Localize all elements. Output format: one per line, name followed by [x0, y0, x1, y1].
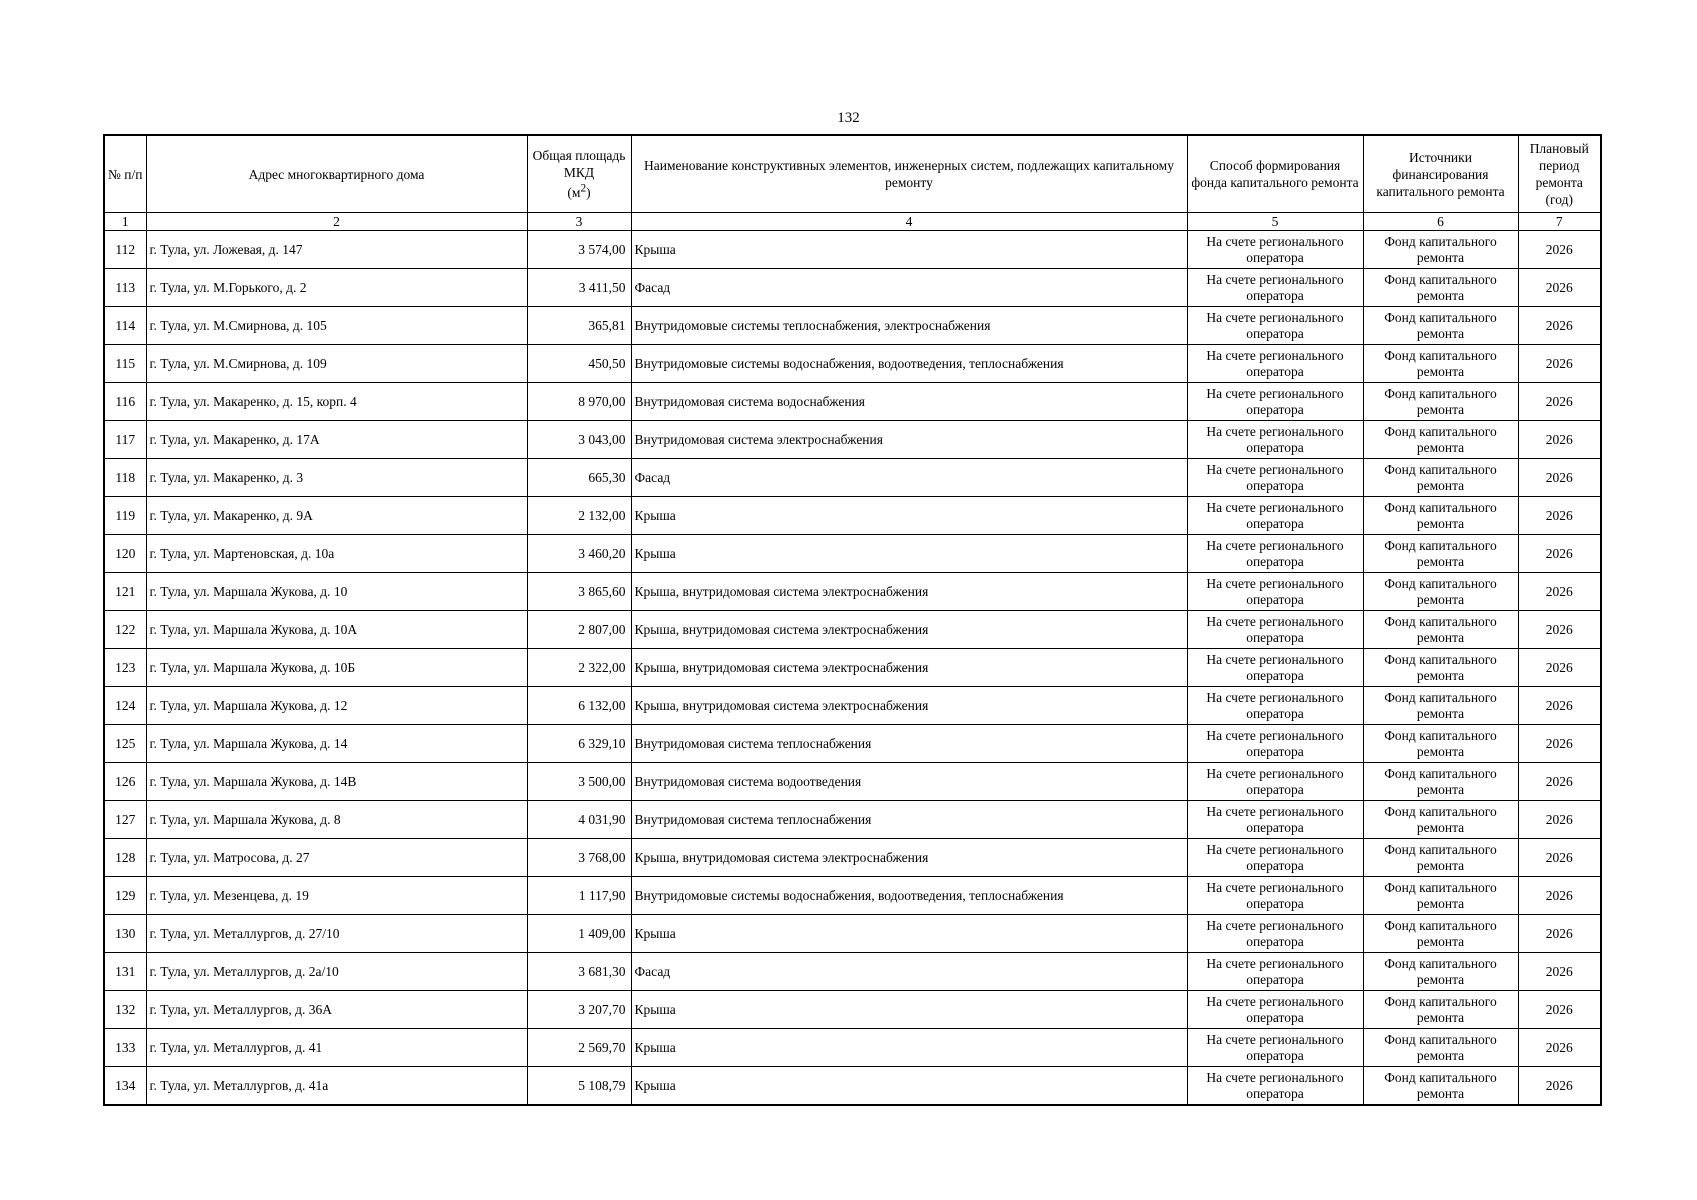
column-number: 2 — [146, 213, 527, 231]
row-address: г. Тула, ул. Мезенцева, д. 19 — [146, 877, 527, 915]
row-funding-source: Фонд капитального ремонта — [1363, 383, 1518, 421]
row-area: 6 132,00 — [527, 687, 631, 725]
row-fund-method: На счете регионального оператора — [1187, 497, 1363, 535]
row-area: 3 460,20 — [527, 535, 631, 573]
row-funding-source: Фонд капитального ремонта — [1363, 573, 1518, 611]
row-fund-method: На счете регионального оператора — [1187, 991, 1363, 1029]
row-number: 126 — [104, 763, 146, 801]
row-funding-source: Фонд капитального ремонта — [1363, 611, 1518, 649]
row-planned-year: 2026 — [1518, 649, 1601, 687]
table-row — [104, 649, 1601, 687]
row-address: г. Тула, ул. Макаренко, д. 15, корп. 4 — [146, 383, 527, 421]
table-row — [104, 687, 1601, 725]
table-row — [104, 497, 1601, 535]
row-planned-year: 2026 — [1518, 345, 1601, 383]
header-planned-year: Плановый период ремонта (год) — [1518, 135, 1601, 213]
row-number: 119 — [104, 497, 146, 535]
table-row — [104, 383, 1601, 421]
column-number: 3 — [527, 213, 631, 231]
row-fund-method: На счете регионального оператора — [1187, 1067, 1363, 1106]
column-number: 4 — [631, 213, 1187, 231]
row-area: 3 411,50 — [527, 269, 631, 307]
row-address: г. Тула, ул. М.Горького, д. 2 — [146, 269, 527, 307]
row-funding-source: Фонд капитального ремонта — [1363, 1029, 1518, 1067]
row-funding-source: Фонд капитального ремонта — [1363, 497, 1518, 535]
row-elements: Крыша — [631, 1067, 1187, 1106]
row-fund-method: На счете регионального оператора — [1187, 801, 1363, 839]
table-row — [104, 573, 1601, 611]
row-address: г. Тула, ул. Металлургов, д. 27/10 — [146, 915, 527, 953]
row-funding-source: Фонд капитального ремонта — [1363, 991, 1518, 1029]
header-address: Адрес многоквартирного дома — [146, 135, 527, 213]
row-elements: Фасад — [631, 459, 1187, 497]
row-planned-year: 2026 — [1518, 611, 1601, 649]
row-planned-year: 2026 — [1518, 307, 1601, 345]
row-elements: Фасад — [631, 269, 1187, 307]
row-address: г. Тула, ул. Маршала Жукова, д. 14В — [146, 763, 527, 801]
table-row — [104, 725, 1601, 763]
row-area: 1 409,00 — [527, 915, 631, 953]
row-address: г. Тула, ул. Маршала Жукова, д. 8 — [146, 801, 527, 839]
row-fund-method: На счете регионального оператора — [1187, 763, 1363, 801]
row-number: 115 — [104, 345, 146, 383]
row-number: 113 — [104, 269, 146, 307]
row-planned-year: 2026 — [1518, 839, 1601, 877]
row-number: 114 — [104, 307, 146, 345]
row-funding-source: Фонд капитального ремонта — [1363, 839, 1518, 877]
row-address: г. Тула, ул. Матросова, д. 27 — [146, 839, 527, 877]
row-area: 1 117,90 — [527, 877, 631, 915]
row-area: 365,81 — [527, 307, 631, 345]
row-area: 665,30 — [527, 459, 631, 497]
table-row — [104, 877, 1601, 915]
row-elements: Крыша — [631, 991, 1187, 1029]
row-elements: Крыша — [631, 915, 1187, 953]
row-number: 129 — [104, 877, 146, 915]
row-planned-year: 2026 — [1518, 497, 1601, 535]
row-area: 450,50 — [527, 345, 631, 383]
row-elements: Крыша — [631, 535, 1187, 573]
row-fund-method: На счете регионального оператора — [1187, 459, 1363, 497]
row-funding-source: Фонд капитального ремонта — [1363, 763, 1518, 801]
table-row — [104, 1029, 1601, 1067]
row-planned-year: 2026 — [1518, 573, 1601, 611]
row-number: 125 — [104, 725, 146, 763]
row-fund-method: На счете регионального оператора — [1187, 383, 1363, 421]
row-number: 134 — [104, 1067, 146, 1106]
row-planned-year: 2026 — [1518, 421, 1601, 459]
header-number: № п/п — [104, 135, 146, 213]
row-funding-source: Фонд капитального ремонта — [1363, 953, 1518, 991]
row-number: 117 — [104, 421, 146, 459]
row-fund-method: На счете регионального оператора — [1187, 421, 1363, 459]
row-area: 2 807,00 — [527, 611, 631, 649]
table-row — [104, 611, 1601, 649]
row-area: 5 108,79 — [527, 1067, 631, 1106]
header-elements: Наименование конструктивных элементов, инженерных систем, подлежащих капитальному ремонту — [631, 135, 1187, 213]
row-fund-method: На счете регионального оператора — [1187, 535, 1363, 573]
row-address: г. Тула, ул. Маршала Жукова, д. 10А — [146, 611, 527, 649]
table-row — [104, 535, 1601, 573]
row-address: г. Тула, ул. Макаренко, д. 9А — [146, 497, 527, 535]
row-address: г. Тула, ул. Маршала Жукова, д. 10Б — [146, 649, 527, 687]
table-row — [104, 307, 1601, 345]
row-elements: Внутридомовая система водоотведения — [631, 763, 1187, 801]
page-number: 132 — [837, 110, 860, 126]
column-number-row — [104, 213, 1601, 231]
row-number: 133 — [104, 1029, 146, 1067]
row-funding-source: Фонд капитального ремонта — [1363, 421, 1518, 459]
table-row — [104, 459, 1601, 497]
row-funding-source: Фонд капитального ремонта — [1363, 345, 1518, 383]
row-planned-year: 2026 — [1518, 535, 1601, 573]
row-funding-source: Фонд капитального ремонта — [1363, 877, 1518, 915]
row-number: 131 — [104, 953, 146, 991]
row-address: г. Тула, ул. Мартеновская, д. 10а — [146, 535, 527, 573]
row-number: 120 — [104, 535, 146, 573]
row-fund-method: На счете регионального оператора — [1187, 687, 1363, 725]
table-row — [104, 953, 1601, 991]
row-planned-year: 2026 — [1518, 1029, 1601, 1067]
row-funding-source: Фонд капитального ремонта — [1363, 535, 1518, 573]
row-elements: Крыша, внутридомовая система электроснабжения — [631, 573, 1187, 611]
row-funding-source: Фонд капитального ремонта — [1363, 649, 1518, 687]
row-address: г. Тула, ул. Металлургов, д. 41а — [146, 1067, 527, 1106]
header-funding-source: Источники финансирования капитального ремонта — [1363, 135, 1518, 213]
row-funding-source: Фонд капитального ремонта — [1363, 307, 1518, 345]
row-number: 116 — [104, 383, 146, 421]
row-address: г. Тула, ул. М.Смирнова, д. 105 — [146, 307, 527, 345]
row-funding-source: Фонд капитального ремонта — [1363, 231, 1518, 269]
row-elements: Внутридомовые системы водоснабжения, водоотведения, теплоснабжения — [631, 345, 1187, 383]
row-fund-method: На счете регионального оператора — [1187, 345, 1363, 383]
row-planned-year: 2026 — [1518, 687, 1601, 725]
row-area: 2 569,70 — [527, 1029, 631, 1067]
header-area-unit: $(м^2)$ — [567, 182, 591, 201]
row-fund-method: На счете регионального оператора — [1187, 269, 1363, 307]
table-row — [104, 269, 1601, 307]
row-fund-method: На счете регионального оператора — [1187, 725, 1363, 763]
table-row — [104, 839, 1601, 877]
row-area: 2 132,00 — [527, 497, 631, 535]
row-fund-method: На счете регионального оператора — [1187, 611, 1363, 649]
row-number: 124 — [104, 687, 146, 725]
row-elements: Внутридомовая система водоснабжения — [631, 383, 1187, 421]
row-elements: Внутридомовые системы водоснабжения, водоотведения, теплоснабжения — [631, 877, 1187, 915]
table-row — [104, 915, 1601, 953]
row-fund-method: На счете регионального оператора — [1187, 953, 1363, 991]
row-address: г. Тула, ул. Маршала Жукова, д. 12 — [146, 687, 527, 725]
row-number: 123 — [104, 649, 146, 687]
row-elements: Фасад — [631, 953, 1187, 991]
row-address: г. Тула, ул. Металлургов, д. 41 — [146, 1029, 527, 1067]
column-number: 7 — [1518, 213, 1601, 231]
row-area: 8 970,00 — [527, 383, 631, 421]
table-row — [104, 763, 1601, 801]
table-row — [104, 421, 1601, 459]
row-elements: Крыша — [631, 497, 1187, 535]
row-number: 128 — [104, 839, 146, 877]
row-address: г. Тула, ул. Металлургов, д. 2а/10 — [146, 953, 527, 991]
row-elements: Внутридомовая система теплоснабжения — [631, 725, 1187, 763]
row-address: г. Тула, ул. Ложевая, д. 147 — [146, 231, 527, 269]
table-row — [104, 345, 1601, 383]
row-fund-method: На счете регионального оператора — [1187, 649, 1363, 687]
row-planned-year: 2026 — [1518, 915, 1601, 953]
row-planned-year: 2026 — [1518, 877, 1601, 915]
column-number: 6 — [1363, 213, 1518, 231]
row-address: г. Тула, ул. Макаренко, д. 17А — [146, 421, 527, 459]
row-address: г. Тула, ул. М.Смирнова, д. 109 — [146, 345, 527, 383]
table-row — [104, 1067, 1601, 1106]
row-fund-method: На счете регионального оператора — [1187, 839, 1363, 877]
row-number: 127 — [104, 801, 146, 839]
row-planned-year: 2026 — [1518, 383, 1601, 421]
row-number: 121 — [104, 573, 146, 611]
row-planned-year: 2026 — [1518, 801, 1601, 839]
row-fund-method: На счете регионального оператора — [1187, 915, 1363, 953]
row-elements: Крыша — [631, 1029, 1187, 1067]
repair-plan-table — [103, 134, 1602, 1106]
table-row — [104, 231, 1601, 269]
row-area: 6 329,10 — [527, 725, 631, 763]
row-number: 118 — [104, 459, 146, 497]
row-funding-source: Фонд капитального ремонта — [1363, 1067, 1518, 1106]
row-area: 3 865,60 — [527, 573, 631, 611]
row-elements: Внутридомовая система электроснабжения — [631, 421, 1187, 459]
row-number: 112 — [104, 231, 146, 269]
column-number: 5 — [1187, 213, 1363, 231]
row-number: 122 — [104, 611, 146, 649]
row-area: 2 322,00 — [527, 649, 631, 687]
table-row — [104, 991, 1601, 1029]
row-elements: Крыша, внутридомовая система электроснабжения — [631, 611, 1187, 649]
row-planned-year: 2026 — [1518, 953, 1601, 991]
row-area: 3 681,30 — [527, 953, 631, 991]
header-fund-method: Способ формирования фонда капитального ремонта — [1187, 135, 1363, 213]
row-funding-source: Фонд капитального ремонта — [1363, 687, 1518, 725]
table-body — [104, 231, 1601, 1106]
row-funding-source: Фонд капитального ремонта — [1363, 915, 1518, 953]
row-elements: Крыша — [631, 231, 1187, 269]
row-planned-year: 2026 — [1518, 991, 1601, 1029]
row-planned-year: 2026 — [1518, 725, 1601, 763]
header-area — [527, 135, 631, 213]
row-area: 4 031,90 — [527, 801, 631, 839]
row-elements: Внутридомовые системы теплоснабжения, электроснабжения — [631, 307, 1187, 345]
row-planned-year: 2026 — [1518, 459, 1601, 497]
row-elements: Крыша, внутридомовая система электроснабжения — [631, 839, 1187, 877]
row-area: 3 768,00 — [527, 839, 631, 877]
row-funding-source: Фонд капитального ремонта — [1363, 269, 1518, 307]
table-row — [104, 801, 1601, 839]
row-fund-method: На счете регионального оператора — [1187, 231, 1363, 269]
header-area-label: Общая площадь МКД — [532, 147, 626, 180]
row-elements: Крыша, внутридомовая система электроснабжения — [631, 649, 1187, 687]
row-fund-method: На счете регионального оператора — [1187, 307, 1363, 345]
row-funding-source: Фонд капитального ремонта — [1363, 801, 1518, 839]
row-planned-year: 2026 — [1518, 231, 1601, 269]
row-area: 3 500,00 — [527, 763, 631, 801]
row-fund-method: На счете регионального оператора — [1187, 1029, 1363, 1067]
row-number: 132 — [104, 991, 146, 1029]
row-elements: Крыша, внутридомовая система электроснабжения — [631, 687, 1187, 725]
row-elements: Внутридомовая система теплоснабжения — [631, 801, 1187, 839]
row-funding-source: Фонд капитального ремонта — [1363, 725, 1518, 763]
column-number: 1 — [104, 213, 146, 231]
row-funding-source: Фонд капитального ремонта — [1363, 459, 1518, 497]
row-fund-method: На счете регионального оператора — [1187, 573, 1363, 611]
row-planned-year: 2026 — [1518, 269, 1601, 307]
row-address: г. Тула, ул. Маршала Жукова, д. 14 — [146, 725, 527, 763]
row-address: г. Тула, ул. Маршала Жукова, д. 10 — [146, 573, 527, 611]
row-area: 3 207,70 — [527, 991, 631, 1029]
row-area: 3 574,00 — [527, 231, 631, 269]
row-number: 130 — [104, 915, 146, 953]
row-planned-year: 2026 — [1518, 1067, 1601, 1106]
row-planned-year: 2026 — [1518, 763, 1601, 801]
table-header-row — [104, 135, 1601, 213]
row-address: г. Тула, ул. Макаренко, д. 3 — [146, 459, 527, 497]
row-address: г. Тула, ул. Металлургов, д. 36А — [146, 991, 527, 1029]
row-fund-method: На счете регионального оператора — [1187, 877, 1363, 915]
row-area: 3 043,00 — [527, 421, 631, 459]
